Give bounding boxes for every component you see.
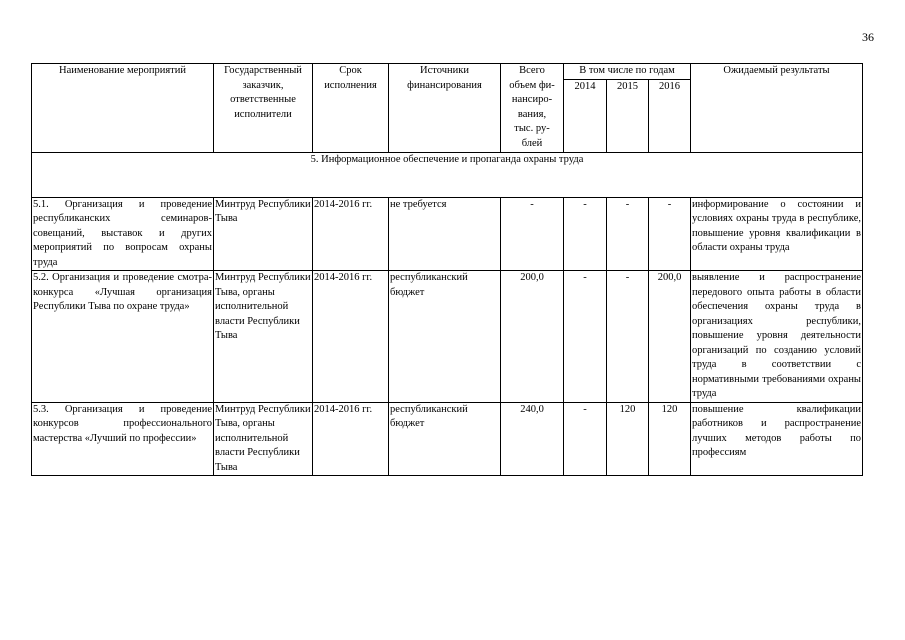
measure-customer: Минтруд Республики Тыва, органы исполнительной власти Республики Тыва	[214, 271, 313, 403]
measure-name: 5.3. Организация и проведение конкурсов профессионального мастерства «Лучший по профессии»	[32, 402, 214, 476]
table-row	[32, 197, 863, 271]
measure-result: информирование о состоянии и условиях охраны труда в республике, повышение уровня квалификации в области охраны труда	[691, 197, 863, 271]
measure-name: 5.1. Организация и проведение республиканских семинаров-совещаний, выставок и других мероприятий по вопросам охраны труда	[32, 197, 214, 271]
header-year-2014: 2014	[564, 79, 607, 152]
measure-total: 240,0	[501, 402, 564, 476]
measure-2015: -	[607, 197, 649, 271]
header-total: Всего объем фи- нансиро- вания, тыс. ру- блей	[501, 64, 564, 153]
measure-total: 200,0	[501, 271, 564, 403]
page-number: 36	[862, 30, 874, 44]
measure-2014: -	[564, 402, 607, 476]
table-row	[32, 402, 863, 476]
section-row	[32, 152, 863, 197]
table-row	[32, 271, 863, 403]
measure-term: 2014-2016 гг.	[313, 402, 389, 476]
header-term: Срок исполнения	[313, 64, 389, 153]
header-year-2015: 2015	[607, 79, 649, 152]
header-customer: Государственный заказчик, ответственные исполнители	[214, 64, 313, 153]
header-name: Наименование мероприятий	[32, 64, 214, 153]
measure-term: 2014-2016 гг.	[313, 197, 389, 271]
measures-table	[31, 63, 863, 476]
measure-customer: Минтруд Республики Тыва	[214, 197, 313, 271]
measure-2015: -	[607, 271, 649, 403]
measure-2014: -	[564, 271, 607, 403]
header-results: Ожидаемый результаты	[691, 64, 863, 153]
measure-2016: 200,0	[649, 271, 691, 403]
section-title: 5. Информационное обеспечение и пропаганда охраны труда	[32, 152, 863, 197]
measure-result: выявление и распространение передового опыта работы в области обеспечения охраны труда в организациях республики, повышение уровня деятельности организаций по созданию условий труда в соответствии с нормативными требованиями охраны труда	[691, 271, 863, 403]
measure-source: республиканский бюджет	[389, 402, 501, 476]
header-sources: Источники финансирования	[389, 64, 501, 153]
measure-source: республиканский бюджет	[389, 271, 501, 403]
measure-2016: -	[649, 197, 691, 271]
measure-name: 5.2. Организация и проведение смотра-конкурса «Лучшая организация Республики Тыва по охране труда»	[32, 271, 214, 403]
measure-term: 2014-2016 гг.	[313, 271, 389, 403]
measure-source: не требуется	[389, 197, 501, 271]
header-year-2016: 2016	[649, 79, 691, 152]
header-by-years: В том числе по годам	[564, 64, 691, 80]
measure-2016: 120	[649, 402, 691, 476]
measure-2014: -	[564, 197, 607, 271]
measure-result: повышение квалификации работников и распространение лучших методов работы по профессиям	[691, 402, 863, 476]
measure-2015: 120	[607, 402, 649, 476]
header-row	[32, 64, 863, 80]
measure-total: -	[501, 197, 564, 271]
measure-customer: Минтруд Республики Тыва, органы исполнительной власти Республики Тыва	[214, 402, 313, 476]
